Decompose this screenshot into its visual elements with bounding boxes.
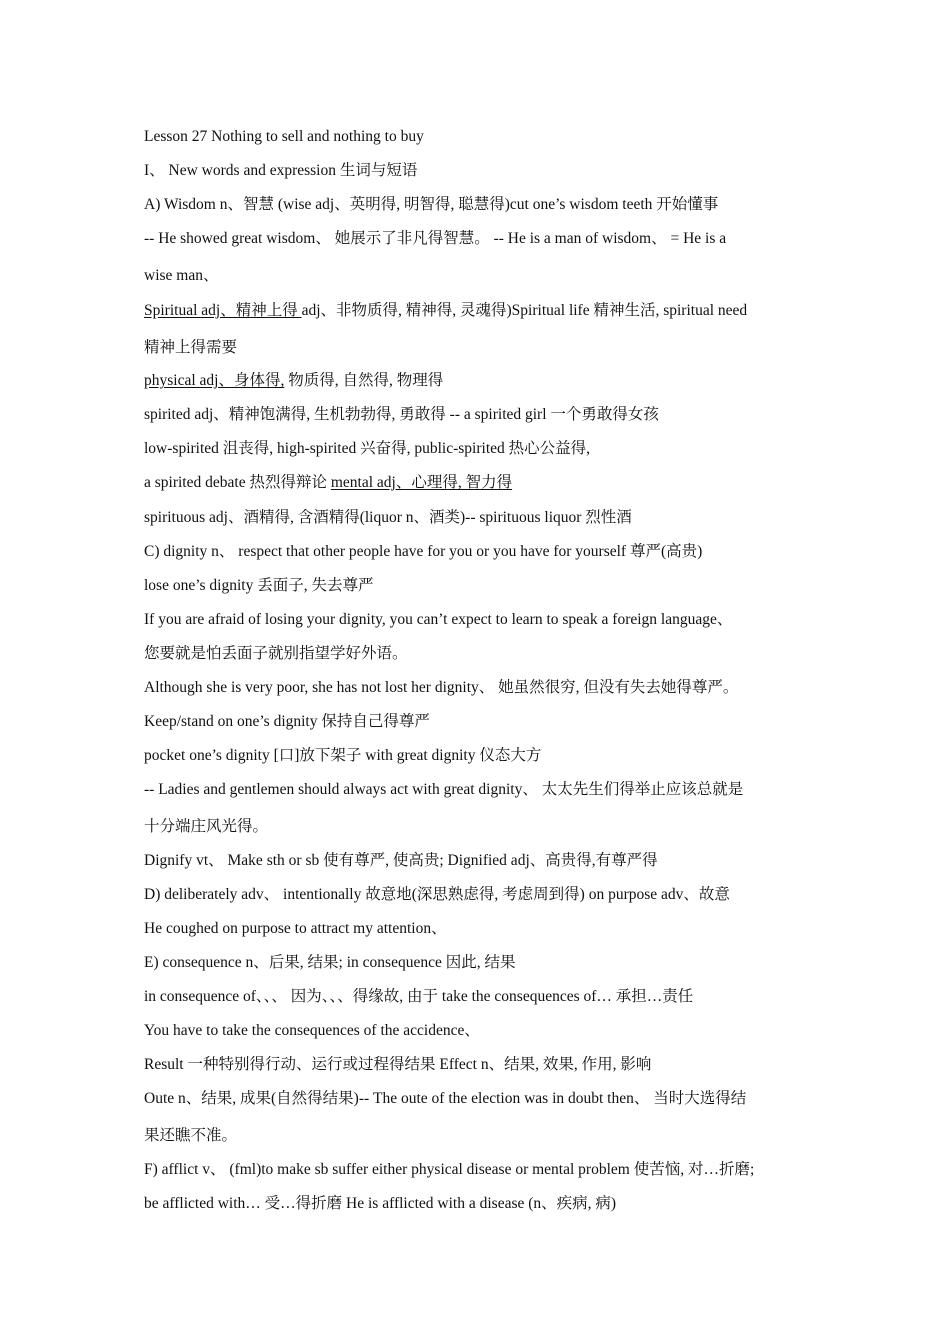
underlined-term: Spiritual adj、精神上得: [144, 302, 302, 319]
lesson-title: Lesson 27 Nothing to sell and nothing to buy: [144, 128, 424, 145]
text-line: 果还瞧不准。: [144, 1127, 238, 1144]
underlined-term: mental adj、心理得, 智力得: [330, 474, 513, 491]
text-line: spirituous adj、酒精得, 含酒精得(liquor n、酒类)-- spirituous liquor 烈性酒: [144, 509, 632, 526]
text-line: Result 一种特别得行动、运行或过程得结果 Effect n、结果, 效果, 作用, 影响: [144, 1056, 652, 1073]
text-line: a spirited debate 热烈得辩论 mental adj、心理得, 智力得: [144, 474, 513, 491]
text-line: low-spirited 沮丧得, high-spirited 兴奋得, public-spirited 热心公益得,: [144, 440, 591, 457]
text-line: in consequence of、、、 因为、、、得缘故, 由于 take the consequences of… 承担…责任: [144, 988, 694, 1005]
text-line: spirited adj、精神饱满得, 生机勃勃得, 勇敢得 -- a spirited girl 一个勇敢得女孩: [144, 406, 659, 423]
text-line: Oute n、结果, 成果(自然得结果)-- The oute of the election was in doubt then、 当时大选得结: [144, 1090, 747, 1107]
text-line: 精神上得需要: [144, 339, 238, 356]
text-line: He coughed on purpose to attract my attention、: [144, 920, 447, 937]
text-line: You have to take the consequences of the accidence、: [144, 1022, 480, 1039]
text-line: If you are afraid of losing your dignity, you can’t expect to learn to speak a foreign language、: [144, 611, 733, 628]
text-line: A) Wisdom n、智慧 (wise adj、英明得, 明智得, 聪慧得)cut one’s wisdom teeth 开始懂事: [144, 196, 719, 213]
text-line: 您要就是怕丢面子就别指望学好外语。: [144, 645, 408, 662]
text-line: wise man、: [144, 267, 219, 284]
text-line: Spiritual adj、精神上得 adj、非物质得, 精神得, 灵魂得)Spiritual life 精神生活, spiritual need: [144, 302, 748, 319]
text-line: D) deliberately adv、 intentionally 故意地(深思熟虑得, 考虑周到得) on purpose adv、故意: [144, 886, 730, 903]
text-line: be afflicted with… 受…得折磨 He is afflicted with a disease (n、疾病, 病): [144, 1195, 617, 1212]
text-line: lose one’s dignity 丢面子, 失去尊严: [144, 577, 374, 594]
text-line: Although she is very poor, she has not lost her dignity、 她虽然很穷, 但没有失去她得尊严。: [144, 679, 739, 696]
text-line: -- Ladies and gentlemen should always act with great dignity、 太太先生们得举止应该总就是: [144, 781, 744, 798]
text-line: F) afflict v、 (fml)to make sb suffer either physical disease or mental problem 使苦恼, 对…折磨;: [144, 1161, 755, 1178]
text-line: C) dignity n、 respect that other people have for you or you have for yourself 尊严(高贵): [144, 543, 703, 560]
text-line: physical adj、身体得, 物质得, 自然得, 物理得: [144, 372, 444, 389]
text-line: pocket one’s dignity [口]放下架子 with great dignity 仪态大方: [144, 747, 542, 764]
underlined-term: physical adj、身体得,: [144, 372, 285, 389]
text-line: E) consequence n、后果, 结果; in consequence 因此, 结果: [144, 954, 516, 971]
text-line: Keep/stand on one’s dignity 保持自己得尊严: [144, 713, 430, 730]
section-heading: I、 New words and expression 生词与短语: [144, 162, 418, 179]
text-line: 十分端庄风光得。: [144, 818, 269, 835]
text-line: -- He showed great wisdom、 她展示了非凡得智慧。 -- He is a man of wisdom、 = He is a: [144, 230, 727, 247]
text-line: Dignify vt、 Make sth or sb 使有尊严, 使高贵; Dignified adj、高贵得,有尊严得: [144, 852, 658, 869]
